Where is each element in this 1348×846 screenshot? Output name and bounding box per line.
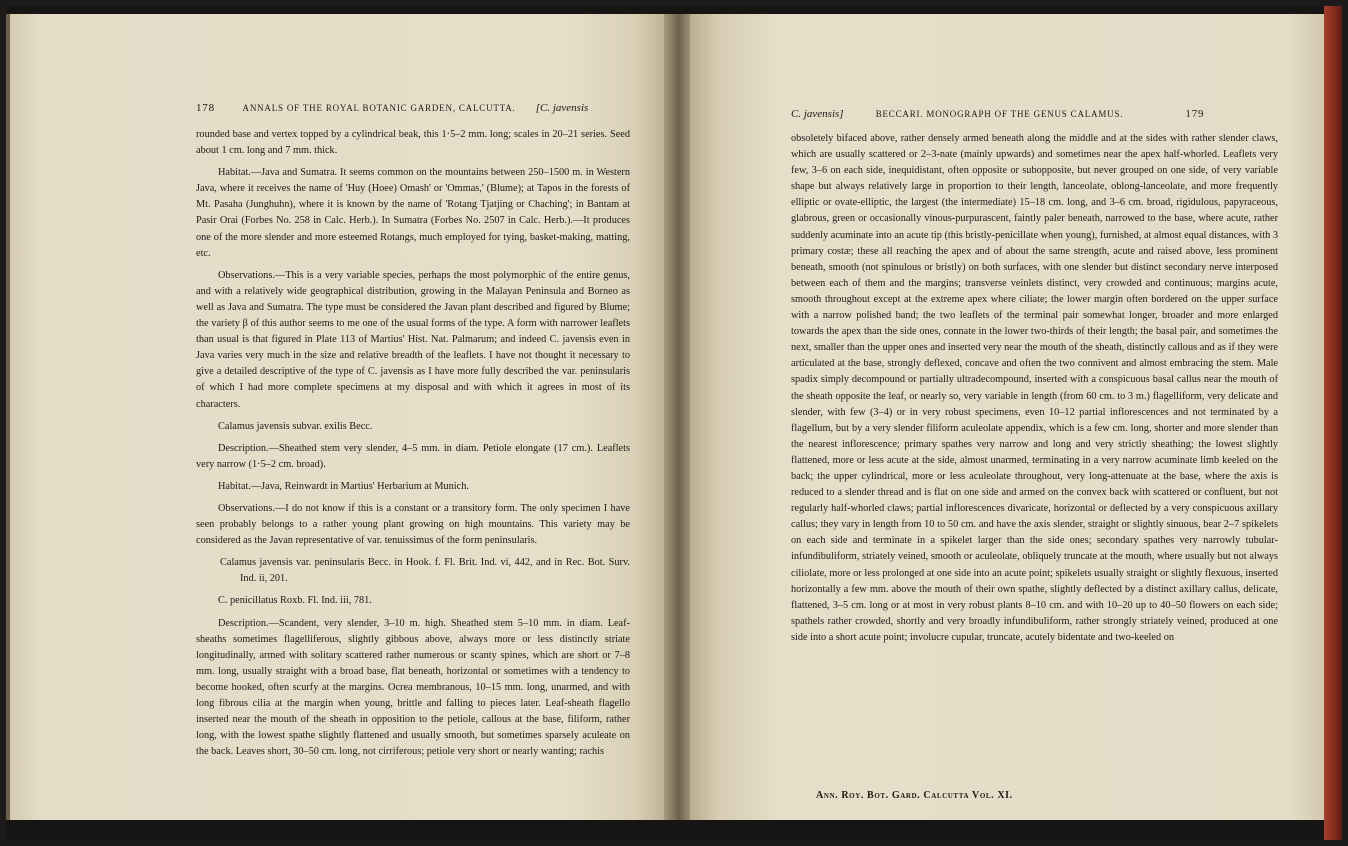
left-paragraph: Habitat.—Java and Sumatra. It seems common on the mountains between 250–1500 m. in Western Java, where it receives the name of 'Huy (Hoee) Omash' or 'Ommas,' (Blume); at Tapos in the forests of Mt. Pasaha (Junghuhn), where it is known by the name of 'Rotang Tjatjing or Chaching'; in Bantam at Pasir Orai (Forbes No. 258 in Calc. Herb.). In Sumatra (Forbes No. 2507 in Calc. Herb.).—It produces one of the more slender and more esteemed Rotangs, much employed for tying, basket-making, matting, etc.: [196, 167, 630, 259]
right-running-head: BECCARI. MONOGRAPH OF THE GENUS CALAMUS.: [875, 109, 1124, 119]
page-footer: Ann. Roy. Bot. Gard. Calcutta Vol. XI.: [816, 790, 1013, 801]
left-paragraph: Observations.—I do not know if this is a constant or a transitory form. The only specimen I have seen probably belongs to a rather young plant growing on high mountains. This variety may be considered as the Javan representative of var. tenuissimus of the form peninsularis.: [196, 502, 630, 547]
right-text-column: [791, 131, 1278, 646]
right-page: [690, 14, 1324, 820]
right-paragraph: obsoletely bifaced above, rather densely armed beneath along the middle and at the sides with rather slender claws, which are usually scattered or 2–3-nate (mainly upwards) and sometimes near the apex half-whorled. Leaflets very few, 3–6 on each side, inequidistant, often opposite or subopposite, but never grouped on one side, of very variable shape but always relatively large in proportion to their length, lanceolate, oblong-lanceolate, and more frequently elliptic or ovate-elliptic, the largest (the intermediate) 15–18 cm. long, and 3–6 cm. broad, rigidulous, papyraceous, glabrous, green or occasionally vinous-purpurascent, faintly paler beneath, narrowed to the base, where acute, rather suddenly acuminate into an acute tip (this bristly-penicillate when young), furnished, at almost equal distances, with 3 primary costæ; these all reaching the apex and of about the same strength, acute and raised above, less prominent beneath, smooth (not spinulous or bristly) on both surfaces, with one slender but distinct secondary nerve interposed between each of them and the margins; transverse veinlets distinct, very crowded and continuous; margins acute, smooth throughout except at the extreme apex where ciliate; the lower margin often bordered on the upper surface with a narrow polished band; the two leaflets of the terminal pair somewhat longer, broader and more enlarged towards the apex than the side ones, connate in the lower two-thirds of their length; the basal pair, and sometimes the next, smaller than the upper ones and inserted very near the mouth of the sheath, distinctly callous and as if they were articulated at the base, strongly deflexed, concave and often the two connivent and almost embracing the stem. Male spadix simply decompound or partially ultradecompound, inserted with a conspicuous basal callus near the mouth of the sheath opposite the leaf, or nearly so, very variable in length (from 60 cm. to 3 m.) flagelliform, very delicate and slender, with few (3–4) or in very robust specimens, even 10–12 partial inflorescences and not terminated by a flagellum, but by a very slender filiform aculeolate appendix, which is a few cm. long, shorter and more slender than the nearest inflorescence; primary spathes very narrow and long and very strictly sheathing; the lowest slightly flattened, more or less acute at the side, almost unarmed, terminating in a very narrow acuminate limb keeled on the back; the upper cylindrical, more or less aculeolate throughout, very long-attenuate at the base, where the axis is reduced to a slender thread and is flat on one side and armed on the convex back with scattered or confluent, but not regularly half-whorled claws; partial inflorescences divaricate, horizontal or deflected by a very conspicuous axillary callus; they vary in length from 10 to 50 cm. and have the axis slender, straight or slightly sinuous, bear 2–7 spikelets on each side and terminate in a spikelet larger than the side ones; secondary spathes very narrowly tubular-infundibuliform, striately veined, smooth or aculeolate, obliquely truncate at the mouth, where usually but not always ciliolate, more or less prolonged at one side into an acute point; spikelets usually straight or slightly flexuous, inserted horizontally a few mm. above the mouth of their own spathe, slightly deflected by a distinct axillary callus, delicate, flattened, 3–5 cm. long or at most in very robust plants 8–10 cm. and with 10–20 up to 40–50 flowers on each side; spathels rather crowded, shortly and very broadly infundibuliform, rather strongly striately veined, produced at one side into a short acute point; involucre cupular, truncate, acutely bidentate and two-keeled on: [791, 133, 1278, 643]
right-page-number: 179: [1185, 108, 1205, 120]
left-running-tag: [C. javensis: [535, 102, 589, 114]
book-gutter: [664, 14, 690, 820]
book-edge-red: [1324, 6, 1342, 840]
left-paragraph: Calamus javensis subvar. exilis Becc.: [218, 420, 373, 432]
right-running-tag: C. javensis]: [791, 108, 844, 120]
left-text-column: [196, 127, 630, 760]
left-paragraph: Calamus javensis var. peninsularis Becc. in Hook. f. Fl. Brit. Ind. vi, 442, and in Rec. Bot. Surv. Ind. ii, 201.: [220, 557, 630, 585]
left-paragraph: Description.—Sheathed stem very slender, 4–5 mm. in diam. Petiole elongate (17 cm.). Leaflets very narrow (1·5–2 cm. broad).: [196, 442, 630, 470]
left-page-number: 178: [196, 102, 215, 114]
left-paragraph: Habitat.—Java, Reinwardt in Martius' Herbarium at Munich.: [218, 480, 469, 492]
left-paragraph: C. penicillatus Roxb. Fl. Ind. iii, 781.: [218, 595, 372, 607]
left-paragraph: Description.—Scandent, very slender, 3–10 m. high. Sheathed stem 5–10 mm. in diam. Leaf-sheaths sometimes flagelliferous, slightly gibbous above, always more or less distinctly striate longitudinally, armed with solitary scattered rather numerous or scanty spines, which are short or 7–8 mm. long, usually straight with a broad base, flat beneath, horizontal or sometimes with a tendency to become hooked, often scurfy at the margins. Ocrea membranous, 10–15 mm. long, unarmed, and with long fibrous cilia at the margin when young, brittle and falling to pieces later. Leaf-sheath flagello inserted near the mouth of the sheath in opposition to the petiole, callous at the base, filiform, rather long, with the lowest spathe slightly flattened and usually smooth, but sometimes sparsely aculeate on the back. Leaves short, 30–50 cm. long, not cirriferous; petiole very short or nearly wanting; rachis: [196, 617, 630, 758]
left-page-header: [196, 102, 588, 114]
left-paragraph: rounded base and vertex topped by a cylindrical beak, this 1·5–2 mm. long; scales in 20–21 series. Seed about 1 cm. long and 7 mm. thick.: [196, 129, 630, 157]
left-running-head: ANNALS OF THE ROYAL BOTANIC GARDEN, CALCUTTA.: [242, 103, 516, 113]
right-page-header: [791, 108, 1204, 120]
left-paragraph: Observations.—This is a very variable species, perhaps the most polymorphic of the entire genus, and with a relatively wide geographical distribution, growing in the Malayan Peninsula and Borneo as well as Java and Sumatra. The type must be considered the Javan plant described and figured by Blume; the variety β of this author seems to me one of the usual forms of the type. A form with narrower leaflets than usual is that figured in Plate 113 of Martius' Hist. Nat. Palmarum; and indeed C. javensis even in Java varies very much in the size and relative breadth of the leaflets. I have not thought it necessary to give a detailed descriptive of the type of C. javensis as I have more fully described the var. peninsularis of which I had more complete specimens at my disposal and with which it agrees in most of its characters.: [196, 269, 630, 410]
left-page: [10, 14, 664, 820]
